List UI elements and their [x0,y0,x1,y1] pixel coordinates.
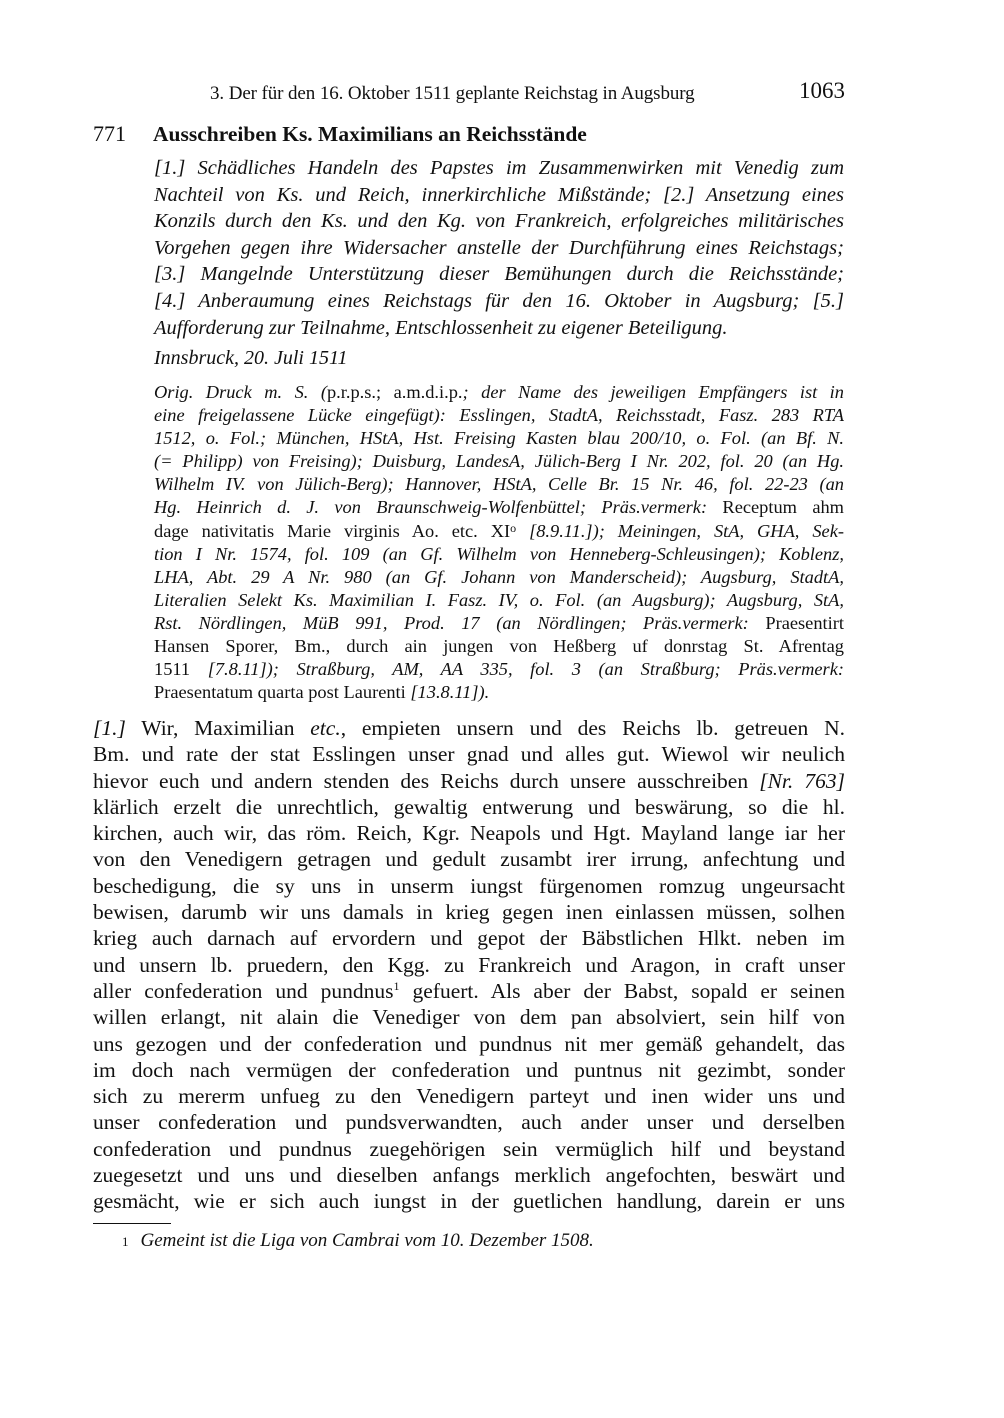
summary-line: Konzils durch den Ks. und den Kg. von Frankreich, erfolgreiches militärisches [154,210,844,233]
summary-line: Aufforderung zur Teilnahme, Entschlossenheit zu eigener Beteiligung. [154,316,728,339]
main-text-line: klärlich erzelt die unrechtlich, gewaltig entwerung und beswärung, so die hl. [93,794,845,819]
document-title: Ausschreiben Ks. Maximilians an Reichsstände [153,122,587,146]
main-text-line: sich zu mererm unfueg zu den Venedigern parteyt und inen wider uns und [93,1084,845,1109]
sources-line: Hg. Heinrich d. J. von Braunschweig-Wolfenbüttel; Präs.vermerk: Receptum ahm [154,497,844,518]
summary-line: [1.] Schädliches Handeln des Papstes im Zusammenwirken mit Venedig zum [154,157,844,179]
document-summary [154,155,844,341]
sources-line: Wilhelm IV. von Jülich-Berg); Hannover, HStA, Celle Br. 15 Nr. 46, fol. 22-23 (an [154,474,844,495]
main-text-line: zuegesetzt und uns und dieselben anfangs merklich angefochten, beswärt und [93,1163,845,1188]
document-heading [93,120,853,148]
main-text-line: bewisen, darumb wir uns damals in krieg gegen inen einlassen müssen, solhen [93,900,845,925]
running-head-title: 3. Der für den 16. Oktober 1511 geplante Reichstag in Augsburg [210,83,695,104]
main-text-line: hievor euch und andern stenden des Reichs durch unsere ausschreiben [Nr. 763] [93,768,846,793]
sources-line: eine freigelassene Lücke eingefügt): Esslingen, StadtA, Reichsstadt, Fasz. 283 RTA [154,405,844,426]
page-number: 1063 [799,78,845,103]
sources-line: Rst. Nördlingen, MüB 991, Prod. 17 (an Nördlingen; Präs.vermerk: Praesentirt [154,612,844,633]
summary-line: Vorgehen gegen ihre Widersacher anstelle der Durchführung eines Reichstags; [154,236,844,259]
summary-line: [4.] Anberaumung eines Reichstags für den 16. Oktober in Augsburg; [5.] [154,289,844,312]
main-text-line: [1.] Wir, Maximilian etc., empieten unsern und des Reichs lb. getreuen N. [93,716,845,740]
footnote-text: Gemeint ist die Liga von Cambrai vom 10. Dezember 1508. [140,1230,594,1251]
main-text-line: und unsern lb. pruedern, den Kgg. zu Frankreich und Aragon, in craft unser [93,952,845,977]
footnote [122,1228,594,1254]
footnote-mark: 1 [122,1234,129,1249]
main-text-line: willen erlangt, nit alain die Venediger von dem pan absolviert, sein hilf von [93,1005,845,1030]
sources-line: Orig. Druck m. S. (p.r.p.s.; a.m.d.i.p.; der Name des jeweiligen Empfängers ist in [154,382,844,402]
sources-line: dage nativitatis Marie virginis Ao. etc. $XI^o$ [8.9.11.]); Meiningen, StA, GHA, Sek- [154,520,844,541]
sources-line: 1512, o. Fol.; München, HStA, Hst. Freising Kasten blau 200/10, o. Fol. (an Bf. N. [154,428,844,449]
sources-line: Hansen Sporer, Bm., durch ain jungen von Heßberg uf donrstag St. Afrentag [154,636,844,657]
main-text-line: uns gezogen und der confederation und pundnus nit mer gemäß gehandelt, das [93,1031,845,1056]
main-text-line: von den Venedigern getragen und gedult zusambt irer irrung, anfechtung und [93,847,845,872]
dateline: Innsbruck, 20. Juli 1511 [154,347,348,369]
sources-line: Praesentatum quarta post Laurenti [13.8.11]). [154,682,490,703]
main-text-line: beschedigung, die sy uns in unserm iungst fürgenomen romzug ungeursacht [93,873,845,898]
sources-line: Literalien Selekt Ks. Maximilian I. Fasz. IV, o. Fol. (an Augsburg); Augsburg, StA, [154,589,844,610]
main-text-line: aller confederation und pundnus$^1$ gefuert. Als aber der Babst, sopald er seinen [93,978,845,1003]
sources-line: tion I Nr. 1574, fol. 109 (an Gf. Wilhelm von Henneberg-Schleusingen); Koblenz, [154,543,844,564]
sources-line: (= Philipp) von Freising); Duisburg, LandesA, Jülich-Berg I Nr. 202, fol. 20 (an Hg. [154,451,844,472]
main-text-line: confederation und pundnus zuegehörigen sein vermüglich hilf und beystand [93,1136,845,1161]
footnote-divider [93,1223,171,1224]
summary-line: Nachteil von Ks. und Reich, innerkirchliche Mißstände; [2.] Ansetzung eines [154,183,844,206]
sources-line: LHA, Abt. 29 A Nr. 980 (an Gf. Johann von Manderscheid); Augsburg, StadtA, [154,566,844,587]
main-text-line: Bm. und rate der stat Esslingen unser gnad und alles gut. Wiewol wir neulich [93,742,845,767]
footnote-reference[interactable]: 1 [393,978,400,993]
sources-apparatus [154,381,844,704]
main-text [93,715,845,1215]
main-text-line: unser confederation und pundsverwandten, auch ander unser und derselben [93,1110,845,1135]
main-text-line: kirchen, auch wir, das röm. Reich, Kgr. Neapols und Hgt. Mayland lange iar her [93,821,845,846]
main-text-line: krieg auch darnach auf ervordern und gepot der Bäbstlichen Hlkt. neben im [93,926,845,951]
summary-line: [3.] Mangelnde Unterstützung dieser Bemühungen durch die Reichsstände; [154,263,844,286]
document-number: 771 [93,121,126,146]
sources-line: 1511 [7.8.11]); Straßburg, AM, AA 335, fol. 3 (an Straßburg; Präs.vermerk: [154,659,844,680]
main-text-line: gesmächt, wie er sich auch iungst in der guetlichen handlung, darein er uns [93,1189,845,1214]
running-head [210,79,845,109]
main-text-line: im doch nach vermügen der confederation und puntnus nit gezimbt, sonder [93,1057,845,1082]
